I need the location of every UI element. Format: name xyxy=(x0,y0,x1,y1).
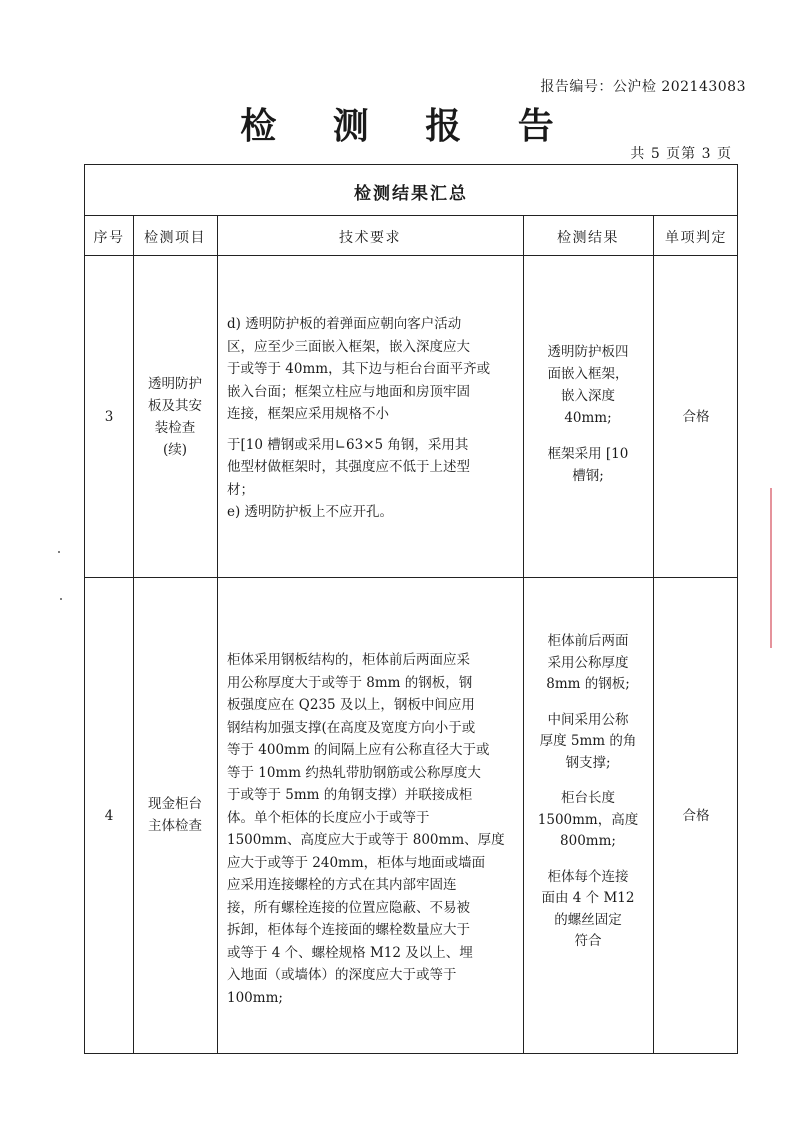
requirement-line: 连接，框架应采用规格不小 xyxy=(227,406,389,422)
result-line: 柜体每个连接 xyxy=(547,868,629,885)
results-table xyxy=(84,164,738,1054)
requirement-line: 等于 400mm 的间隔上应有公称直径大于或 xyxy=(227,742,490,758)
requirement-line: 于[10 槽钢或采用∟63×5 角钢，采用其 xyxy=(227,436,469,453)
item-line: 装检查 xyxy=(154,420,196,436)
table-rule xyxy=(133,215,134,1053)
table-rule xyxy=(85,577,737,578)
requirement-line: 用公称厚度大于或等于 8mm 的钢板，钢 xyxy=(227,674,473,691)
row-3-requirement xyxy=(227,313,519,524)
result-line: 采用公称厚度 xyxy=(547,654,629,671)
requirement-line: 入地面（或墙体）的深度应大于或等于 xyxy=(227,967,457,983)
column-header-no: 序号 xyxy=(93,230,125,246)
row-4-number: 4 xyxy=(104,808,114,824)
row-3-item xyxy=(133,373,217,461)
requirement-line: 嵌入台面；框架立柱应与地面和房顶牢固 xyxy=(227,383,470,400)
requirement-line: 拆卸，柜体每个连接面的螺栓数量应大于 xyxy=(227,922,470,938)
item-line: 主体检查 xyxy=(148,818,202,834)
row-3-number: 3 xyxy=(104,409,114,425)
result-line: 800mm; xyxy=(560,833,616,849)
spacer xyxy=(523,696,653,710)
item-line: (续) xyxy=(162,442,188,458)
result-line: 槽钢; xyxy=(572,468,604,484)
result-line: 嵌入深度 xyxy=(561,388,615,404)
result-line: 40mm; xyxy=(564,410,612,426)
requirement-line: 1500mm、高度应大于或等于 800mm、厚度 xyxy=(227,832,505,848)
requirement-line: 钢结构加强支撑(在高度及宽度方向小于或 xyxy=(227,719,476,736)
spacer xyxy=(523,774,653,788)
requirement-line: 区，应至少三面嵌入框架，嵌入深度应大 xyxy=(227,338,470,355)
table-rule xyxy=(217,215,218,1053)
row-4-item xyxy=(133,793,217,837)
result-line: 柜台长度 xyxy=(561,790,615,806)
section-title: 检测结果汇总 xyxy=(354,184,468,204)
result-line: 框架采用 [10 xyxy=(547,446,629,462)
result-line: 1500mm，高度 xyxy=(537,811,639,828)
result-line: 透明防护板四 xyxy=(547,344,629,360)
spacer xyxy=(523,429,653,443)
report-number: 报告编号：公沪检 202143083 xyxy=(540,79,746,95)
row-3-result xyxy=(523,341,653,487)
item-line: 板及其安 xyxy=(148,398,202,414)
page-info: 共 5 页第 3 页 xyxy=(630,146,732,162)
column-header-judgement: 单项判定 xyxy=(665,230,727,246)
scan-speck xyxy=(58,551,60,553)
table-rule xyxy=(85,215,737,216)
requirement-line: e) 透明防护板上不应开孔。 xyxy=(227,504,394,520)
requirement-line: 于或等于 5mm 的角钢支撑）并联接成柜 xyxy=(227,787,473,803)
table-rule xyxy=(85,255,737,256)
scan-speck xyxy=(60,598,62,600)
result-line: 厚度 5mm 的角 xyxy=(539,733,637,749)
requirement-line: 他型材做框架时，其强度应不低于上述型 xyxy=(227,459,470,475)
requirement-line: 100mm; xyxy=(227,989,283,1006)
row-3-judgement: 合格 xyxy=(682,409,710,425)
result-line: 柜体前后两面 xyxy=(547,633,629,649)
requirement-line: 于或等于 40mm，其下边与柜台台面平齐或 xyxy=(227,361,491,377)
document-title: 检 测 报 告 xyxy=(240,105,576,147)
row-4-judgement: 合格 xyxy=(682,808,710,824)
requirement-line: 体。单个柜体的长度应小于或等于 xyxy=(227,809,430,826)
column-header-item: 检测项目 xyxy=(144,230,206,246)
row-4-requirement xyxy=(227,649,519,1009)
item-line: 透明防护 xyxy=(148,376,202,392)
requirement-line: 接，所有螺栓连接的位置应隐蔽、不易被 xyxy=(227,899,470,916)
column-header-requirement: 技术要求 xyxy=(339,230,401,246)
result-line: 钢支撑; xyxy=(565,754,611,771)
requirement-line: 柜体采用钢板结构的，柜体前后两面应采 xyxy=(227,652,470,668)
requirement-line: 或等于 4 个、螺栓规格 M12 及以上、埋 xyxy=(227,944,473,961)
requirement-line: 板强度应在 Q235 及以上，钢板中间应用 xyxy=(227,697,475,713)
table-rule xyxy=(653,215,654,1053)
requirement-line: 等于 10mm 约热轧带肋钢筋或公称厚度大 xyxy=(227,764,481,781)
result-line: 面嵌入框架， xyxy=(547,366,629,382)
result-line: 8mm 的钢板; xyxy=(546,676,630,692)
seal-stamp xyxy=(770,488,794,648)
result-line: 中间采用公称 xyxy=(547,711,629,728)
column-header-result: 检测结果 xyxy=(557,230,619,246)
row-4-result xyxy=(523,631,653,953)
requirement-line: d) 透明防护板的着弹面应朝向客户活动 xyxy=(227,316,462,332)
item-line: 现金柜台 xyxy=(148,796,202,812)
requirement-line: 材； xyxy=(227,481,254,498)
requirement-line: 应采用连接螺栓的方式在其内部牢固连 xyxy=(227,877,457,893)
result-line: 的螺丝固定 xyxy=(554,911,622,928)
spacer xyxy=(523,853,653,867)
result-line: 符合 xyxy=(574,933,602,949)
result-line: 面由 4 个 M12 xyxy=(541,890,635,906)
requirement-line: 应大于或等于 240mm，柜体与地面或墙面 xyxy=(227,854,486,871)
